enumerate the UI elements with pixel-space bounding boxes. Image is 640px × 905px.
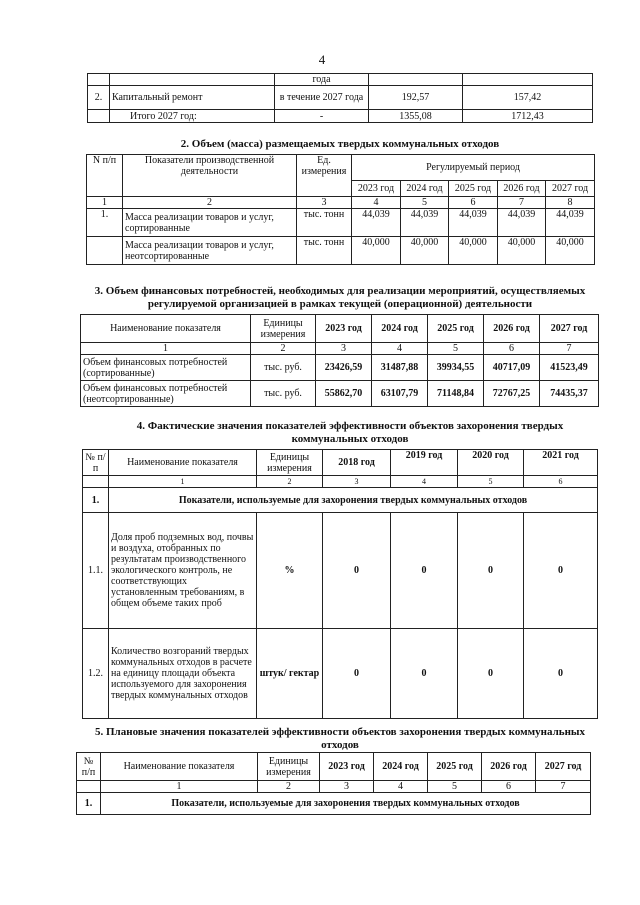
cell-value: 40,000 bbox=[352, 237, 401, 265]
section-4-title-line2: коммунальных отходов bbox=[291, 433, 409, 445]
column-number: 3 bbox=[323, 476, 391, 488]
column-number: 5 bbox=[428, 343, 484, 355]
header-name: Наименование показателя bbox=[81, 315, 251, 343]
cell-value: 0 bbox=[391, 629, 458, 719]
cell-unit: тыс. руб. bbox=[251, 355, 316, 381]
column-number: 6 bbox=[449, 197, 498, 209]
cell-unit: штук/ гектар bbox=[257, 629, 323, 719]
header-name: Наименование показателя bbox=[109, 450, 257, 476]
cell-n: 1. bbox=[87, 209, 123, 237]
cell-name bbox=[110, 74, 275, 86]
cell-value: 0 bbox=[524, 629, 598, 719]
column-number: 2 bbox=[251, 343, 316, 355]
cell-name: Капитальный ремонт bbox=[110, 86, 275, 110]
cell-value: 44,039 bbox=[546, 209, 595, 237]
section-5-title-line1: 5. Плановые значения показателей эффективности объектов захоронения твердых коммунальных bbox=[95, 726, 585, 738]
column-number: 5 bbox=[458, 476, 524, 488]
header-unit: Единицы измерения bbox=[257, 450, 323, 476]
cell-value: 40717,09 bbox=[484, 355, 540, 381]
cell-value: 31487,88 bbox=[372, 355, 428, 381]
cell-value: 44,039 bbox=[401, 209, 449, 237]
column-number: 4 bbox=[352, 197, 401, 209]
column-number: 1 bbox=[87, 197, 123, 209]
group-number: 1. bbox=[83, 488, 109, 513]
header-unit: Единицы измерения bbox=[251, 315, 316, 343]
column-number: 8 bbox=[546, 197, 595, 209]
cell-value: 0 bbox=[458, 513, 524, 629]
section-5-title-line2: отходов bbox=[321, 739, 359, 751]
header-year: 2023 год bbox=[320, 753, 374, 781]
group-number: 1. bbox=[77, 793, 101, 815]
header-year: 2023 год bbox=[352, 181, 401, 197]
cell-n bbox=[87, 237, 123, 265]
cell-value: 74435,37 bbox=[540, 381, 599, 407]
header-n: № п/п bbox=[77, 753, 101, 781]
capital-repair-table bbox=[87, 73, 593, 123]
cell-value: 0 bbox=[458, 629, 524, 719]
page-number: 4 bbox=[318, 52, 326, 67]
cell-value: 40,000 bbox=[498, 237, 546, 265]
cell-value: 44,039 bbox=[352, 209, 401, 237]
column-number: 7 bbox=[498, 197, 546, 209]
column-number: 1 bbox=[109, 476, 257, 488]
actual-efficiency-table bbox=[82, 449, 598, 719]
section-3-title bbox=[60, 285, 620, 311]
cell-value: 0 bbox=[323, 629, 391, 719]
cell-unit: тыс. тонн bbox=[297, 237, 352, 265]
cell-n: 2. bbox=[88, 86, 110, 110]
cell-value: 0 bbox=[524, 513, 598, 629]
column-number: 2 bbox=[257, 476, 323, 488]
cell-period: - bbox=[275, 110, 369, 123]
planned-efficiency-table bbox=[76, 752, 591, 815]
header-year: 2023 год bbox=[316, 315, 372, 343]
cell-value bbox=[463, 74, 593, 86]
header-n: № п/п bbox=[83, 450, 109, 476]
header-year: 2024 год bbox=[401, 181, 449, 197]
cell-n bbox=[88, 110, 110, 123]
header-year: 2024 год bbox=[372, 315, 428, 343]
cell-value: 40,000 bbox=[449, 237, 498, 265]
cell-value: 39934,55 bbox=[428, 355, 484, 381]
cell-name: Доля проб подземных вод, почвы и воздуха, отобранных по результатам производственного экологического контроль, не соответствующих установленным требованиям, в общем объеме таких проб bbox=[109, 513, 257, 629]
section-3-title-line2: регулируемой организацией в рамках текущей (операционной) деятельности bbox=[147, 298, 533, 310]
cell-value: 1712,43 bbox=[463, 110, 593, 123]
header-year: 2021 год bbox=[524, 450, 598, 476]
column-number: 7 bbox=[540, 343, 599, 355]
column-number: 5 bbox=[428, 781, 482, 793]
cell-value: 0 bbox=[391, 513, 458, 629]
waste-mass-table bbox=[86, 154, 595, 265]
section-3-title-line1: 3. Объем финансовых потребностей, необходимых для реализации мероприятий, осуществляемых bbox=[94, 285, 586, 297]
cell-value: 72767,25 bbox=[484, 381, 540, 407]
cell-name: Масса реализации товаров и услуг, неотсортированные bbox=[123, 237, 297, 265]
column-number: 1 bbox=[81, 343, 251, 355]
cell-name: Объем финансовых потребностей (сортированные) bbox=[81, 355, 251, 381]
column-number: 2 bbox=[258, 781, 320, 793]
cell-value bbox=[369, 74, 463, 86]
financial-needs-table bbox=[80, 314, 599, 407]
header-year: 2026 год bbox=[498, 181, 546, 197]
cell-value: 23426,59 bbox=[316, 355, 372, 381]
column-number: 3 bbox=[320, 781, 374, 793]
cell-value: 40,000 bbox=[546, 237, 595, 265]
column-number: 4 bbox=[391, 476, 458, 488]
header-n: N п/п bbox=[87, 155, 123, 197]
group-label: Показатели, используемые для захоронения твердых коммунальных отходов bbox=[101, 793, 591, 815]
cell-value: 192,57 bbox=[369, 86, 463, 110]
cell-n bbox=[88, 74, 110, 86]
header-year: 2027 год bbox=[546, 181, 595, 197]
cell-name: Количество возгораний твердых коммунальных отходов в расчете на единицу площади объекта используемого для захоронения твердых коммунальных отходов bbox=[109, 629, 257, 719]
cell-n: 1.2. bbox=[83, 629, 109, 719]
cell-name: Объем финансовых потребностей (неотсортированные) bbox=[81, 381, 251, 407]
header-year: 2019 год bbox=[391, 450, 458, 476]
cell-value: 44,039 bbox=[449, 209, 498, 237]
column-number: 6 bbox=[484, 343, 540, 355]
column-number bbox=[83, 476, 109, 488]
cell-name: Масса реализации товаров и услуг, сортированные bbox=[123, 209, 297, 237]
header-year: 2026 год bbox=[482, 753, 536, 781]
header-unit: Единицы измерения bbox=[258, 753, 320, 781]
cell-unit: тыс. руб. bbox=[251, 381, 316, 407]
header-year: 2027 год bbox=[540, 315, 599, 343]
cell-period: в течение 2027 года bbox=[275, 86, 369, 110]
section-4-title bbox=[90, 420, 610, 446]
column-number: 6 bbox=[524, 476, 598, 488]
header-year: 2020 год bbox=[458, 450, 524, 476]
column-number bbox=[77, 781, 101, 793]
cell-name: Итого 2027 год: bbox=[110, 110, 275, 123]
cell-value: 55862,70 bbox=[316, 381, 372, 407]
section-2-title: 2. Объем (масса) размещаемых твердых коммунальных отходов bbox=[180, 138, 500, 150]
column-number: 4 bbox=[374, 781, 428, 793]
header-year: 2024 год bbox=[374, 753, 428, 781]
header-year: 2027 год bbox=[536, 753, 591, 781]
cell-value: 71148,84 bbox=[428, 381, 484, 407]
column-number: 6 bbox=[482, 781, 536, 793]
column-number: 3 bbox=[297, 197, 352, 209]
column-number: 2 bbox=[123, 197, 297, 209]
header-year: 2025 год bbox=[428, 315, 484, 343]
header-year: 2026 год bbox=[484, 315, 540, 343]
header-year: 2025 год bbox=[449, 181, 498, 197]
section-4-title-line1: 4. Фактические значения показателей эффективности объектов захоронения твердых bbox=[136, 420, 564, 432]
column-number: 1 bbox=[101, 781, 258, 793]
column-number: 3 bbox=[316, 343, 372, 355]
cell-value: 157,42 bbox=[463, 86, 593, 110]
header-name: Наименование показателя bbox=[101, 753, 258, 781]
cell-unit: % bbox=[257, 513, 323, 629]
group-label: Показатели, используемые для захоронения твердых коммунальных отходов bbox=[109, 488, 598, 513]
cell-value: 40,000 bbox=[401, 237, 449, 265]
section-5-title bbox=[60, 726, 620, 752]
cell-period: года bbox=[275, 74, 369, 86]
header-name: Показатели производственной деятельности bbox=[123, 155, 297, 197]
column-number: 7 bbox=[536, 781, 591, 793]
cell-value: 41523,49 bbox=[540, 355, 599, 381]
header-period: Регулируемый период bbox=[352, 155, 595, 181]
column-number: 5 bbox=[401, 197, 449, 209]
header-year: 2018 год bbox=[323, 450, 391, 476]
cell-n: 1.1. bbox=[83, 513, 109, 629]
cell-value: 44,039 bbox=[498, 209, 546, 237]
cell-value: 0 bbox=[323, 513, 391, 629]
header-year: 2025 год bbox=[428, 753, 482, 781]
column-number: 4 bbox=[372, 343, 428, 355]
cell-value: 63107,79 bbox=[372, 381, 428, 407]
header-unit: Ед. измерения bbox=[297, 155, 352, 197]
cell-unit: тыс. тонн bbox=[297, 209, 352, 237]
cell-value: 1355,08 bbox=[369, 110, 463, 123]
